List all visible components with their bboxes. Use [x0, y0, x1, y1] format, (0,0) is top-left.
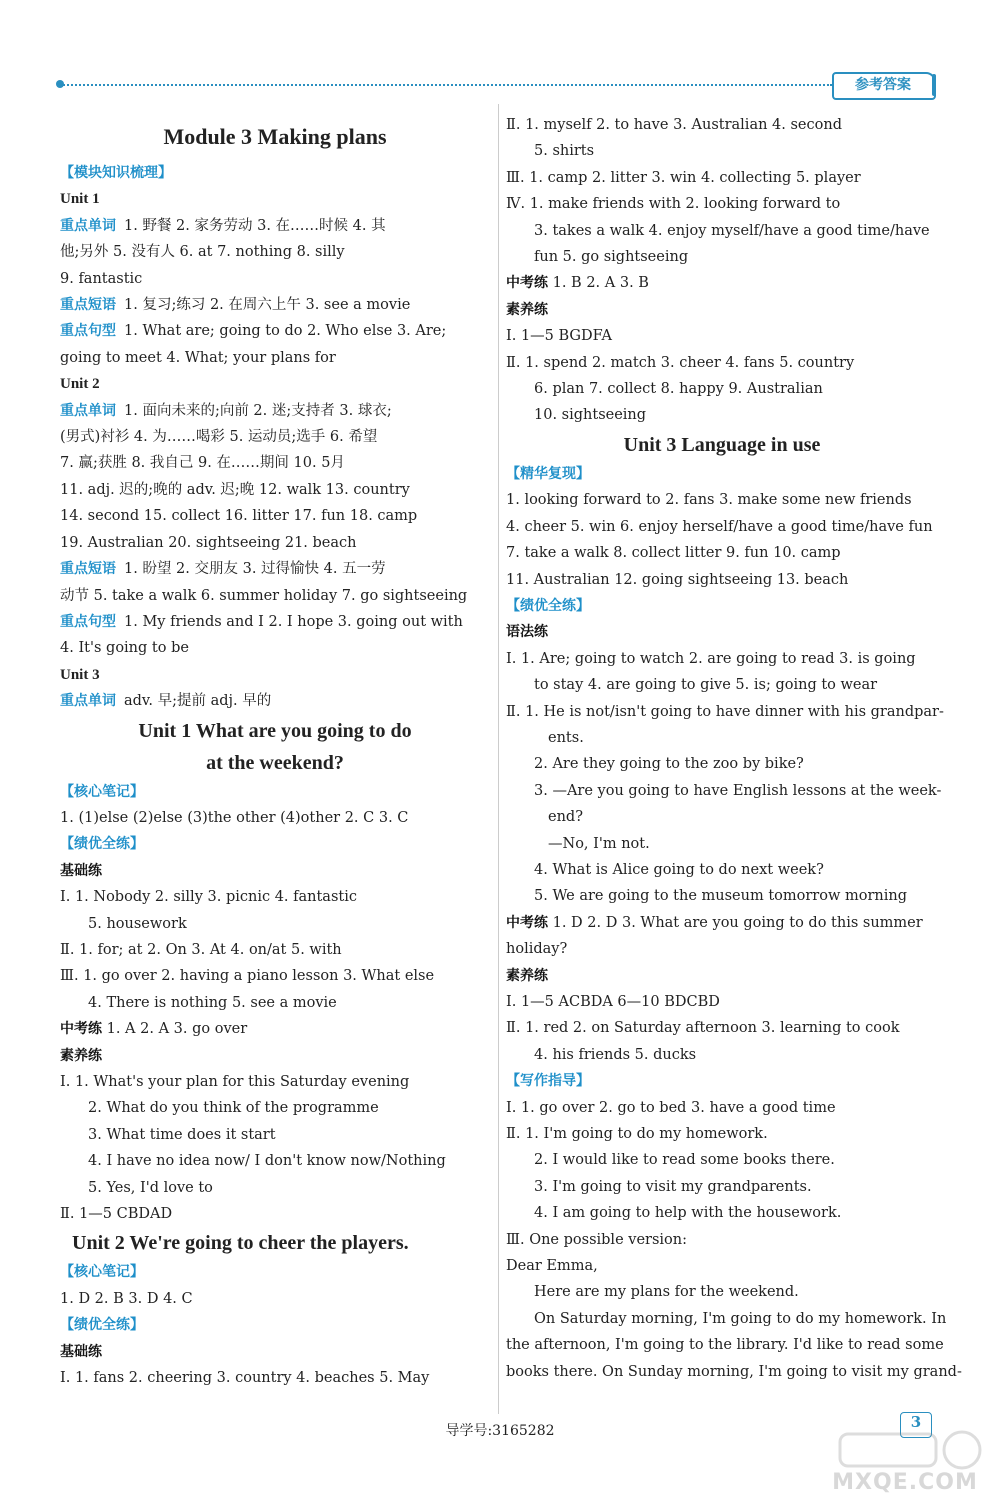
- sy2-b: Ⅱ. 1. spend 2. match 3. cheer 4. fans 5. country: [506, 354, 855, 371]
- u2-words-f: 19. Australian 20. sightseeing 21. beach: [60, 534, 357, 551]
- g2-g: 4. What is Alice going to do next week?: [534, 861, 824, 878]
- g2-c: 2. Are they going to the zoo by bike?: [534, 756, 804, 773]
- r1-b: 5. shirts: [534, 143, 595, 160]
- sy-label-u3: 素养练: [506, 967, 548, 984]
- unit2-title: Unit 2 We're going to cheer the players.: [72, 1232, 409, 1255]
- u2-words-e: 14. second 15. collect 16. litter 17. fun 18. camp: [60, 508, 418, 525]
- header-tag-stripe: [932, 74, 936, 96]
- header-tag: [832, 72, 940, 98]
- zk-label-u1: 中考练: [60, 1021, 102, 1038]
- unit3-title: Unit 3 Language in use: [623, 433, 821, 456]
- u1-core: 1. (1)else (2)else (3)the other (4)other 2. C 3. C: [60, 809, 409, 826]
- left-column: [60, 118, 490, 1391]
- w2-a: Ⅱ. 1. I'm going to do my homework.: [506, 1126, 768, 1143]
- w1: Ⅰ. 1. go over 2. go to bed 3. have a good time: [506, 1099, 836, 1116]
- zk-label-u2: 中考练: [506, 275, 548, 292]
- w3: Ⅲ. One possible version:: [506, 1231, 687, 1248]
- kw-sentences-u2: 重点句型: [60, 613, 116, 630]
- kw-phrases-u2: 重点短语: [60, 561, 116, 578]
- zk2: 1. B 2. A 3. B: [552, 275, 649, 292]
- sy1-e: 5. Yes, I'd love to: [88, 1179, 213, 1196]
- letter-p2-a: On Saturday morning, I'm going to do my homework. In: [534, 1310, 947, 1327]
- sy2-c: 6. plan 7. collect 8. happy 9. Australian: [534, 381, 823, 398]
- u1-words-b: 他;另外 5. 没有人 6. at 7. nothing 8. silly: [60, 244, 345, 261]
- unit1-title-a: Unit 1 What are you going to do: [138, 719, 412, 742]
- b1-a: Ⅰ. 1. Nobody 2. silly 3. picnic 4. fantastic: [60, 889, 357, 906]
- sy3-b: Ⅱ. 1. red 2. on Saturday afternoon 3. learning to cook: [506, 1020, 900, 1037]
- section-practice-u1: 【绩优全练】: [60, 836, 144, 853]
- right-column: [506, 112, 962, 1385]
- r2: Ⅲ. 1. camp 2. litter 3. win 4. collecting 5. player: [506, 169, 861, 186]
- zk-label-u3: 中考练: [506, 914, 548, 931]
- unit1-label: Unit 1: [60, 191, 100, 208]
- u1-sent-a: 1. What are; going to do 2. Who else 3. Are;: [124, 323, 447, 340]
- sy-label-u2: 素养练: [506, 301, 548, 318]
- u1-sent-b: going to meet 4. What; your plans for: [60, 349, 336, 366]
- section-practice-u3: 【绩优全练】: [506, 597, 590, 614]
- basic-label-u1: 基础练: [60, 862, 102, 879]
- u2-sent-b: 4. It's going to be: [60, 640, 189, 657]
- u2-sent-a: 1. My friends and I 2. I hope 3. going out with: [124, 613, 463, 630]
- kw-words-u1: 重点单词: [60, 217, 116, 234]
- kw-words-u3: 重点单词: [60, 693, 116, 710]
- g2-b: ents.: [548, 729, 584, 746]
- u2-words-b: (男式)衬衫 4. 为……喝彩 5. 运动员;选手 6. 希望: [60, 429, 378, 446]
- sy1-d: 4. I have no idea now/ I don't know now/Nothing: [88, 1153, 446, 1170]
- zk3-a: 1. D 2. D 3. What are you going to do this summer: [552, 914, 923, 931]
- grammar-label: 语法练: [506, 624, 548, 641]
- zk3-b: holiday?: [506, 941, 568, 958]
- letter-p2-c: books there. On Sunday morning, I'm going to visit my grand-: [506, 1363, 962, 1380]
- sy1-f: Ⅱ. 1—5 CBDAD: [60, 1206, 173, 1223]
- r3-a: Ⅳ. 1. make friends with 2. looking forward to: [506, 196, 841, 213]
- basic-label-u2: 基础练: [60, 1343, 102, 1360]
- u2-phrases-b: 动节 5. take a walk 6. summer holiday 7. go sightseeing: [60, 587, 468, 604]
- r3-c: fun 5. go sightseeing: [534, 249, 689, 266]
- g2-h: 5. We are going to the museum tomorrow morning: [534, 888, 907, 905]
- b2: Ⅱ. 1. for; at 2. On 3. At 4. on/at 5. with: [60, 941, 342, 958]
- letter-greeting: Dear Emma,: [506, 1258, 598, 1275]
- column-divider: [498, 104, 499, 1414]
- sy3-c: 4. his friends 5. ducks: [534, 1046, 697, 1063]
- unit2-label: Unit 2: [60, 376, 100, 393]
- b3-b: 4. There is nothing 5. see a movie: [88, 994, 337, 1011]
- section-core-u2: 【核心笔记】: [60, 1264, 144, 1281]
- g1-a: Ⅰ. 1. Are; going to watch 2. are going to read 3. is going: [506, 650, 916, 667]
- w2-d: 4. I am going to help with the housework.: [534, 1205, 842, 1222]
- sy3-a: Ⅰ. 1—5 ACBDA 6—10 BDCBD: [506, 994, 720, 1010]
- sy-label-u1: 素养练: [60, 1047, 102, 1064]
- u1-phrases: 1. 复习;练习 2. 在周六上午 3. see a movie: [124, 297, 411, 314]
- header-dotted-line: [60, 84, 832, 86]
- unit1-title-b: at the weekend?: [206, 751, 344, 774]
- sy2-d: 10. sightseeing: [534, 407, 647, 424]
- rv-d: 11. Australian 12. going sightseeing 13. beach: [506, 571, 849, 588]
- g2-d: 3. —Are you going to have English lessons at the week-: [534, 782, 942, 799]
- letter-p1: Here are my plans for the weekend.: [534, 1284, 799, 1301]
- r3-b: 3. takes a walk 4. enjoy myself/have a good time/have: [534, 222, 930, 239]
- kw-phrases-u1: 重点短语: [60, 297, 116, 314]
- u2-phrases-a: 1. 盼望 2. 交朋友 3. 过得愉快 4. 五一劳: [124, 561, 386, 578]
- zk1: 1. A 2. A 3. go over: [106, 1021, 248, 1038]
- rv-b: 4. cheer 5. win 6. enjoy herself/have a good time/have fun: [506, 518, 933, 535]
- letter-p2-b: the afternoon, I'm going to the library. I'd like to read some: [506, 1337, 944, 1354]
- u1-words-c: 9. fantastic: [60, 270, 143, 287]
- r1-a: Ⅱ. 1. myself 2. to have 3. Australian 4. second: [506, 117, 842, 133]
- u2-words-c: 7. 赢;获胜 8. 我自己 9. 在……期间 10. 5月: [60, 455, 345, 472]
- u2-b1: Ⅰ. 1. fans 2. cheering 3. country 4. beaches 5. May: [60, 1370, 430, 1387]
- footer-code: 导学号:3165282: [445, 1423, 555, 1439]
- section-review: 【精华复现】: [506, 465, 590, 482]
- u2-words-a: 1. 面向未来的;向前 2. 迷;支持者 3. 球衣;: [124, 402, 392, 419]
- g1-b: to stay 4. are going to give 5. is; going to wear: [534, 677, 878, 694]
- header-tag-text: 参考答案: [855, 77, 911, 93]
- section-knowledge: 【模块知识梳理】: [60, 165, 172, 181]
- w2-c: 3. I'm going to visit my grandparents.: [534, 1178, 812, 1195]
- b1-b: 5. housework: [88, 915, 187, 932]
- watermark-seal-icon: [820, 1428, 990, 1472]
- watermark-logo: [820, 1428, 990, 1496]
- sy1-a: Ⅰ. 1. What's your plan for this Saturday evening: [60, 1074, 410, 1090]
- watermark-text: MXQE.COM: [832, 1470, 978, 1495]
- section-writing: 【写作指导】: [506, 1073, 590, 1090]
- page-number: 3: [900, 1412, 932, 1438]
- u1-words-a: 1. 野餐 2. 家务劳动 3. 在……时候 4. 其: [124, 217, 386, 234]
- section-core-u1: 【核心笔记】: [60, 783, 144, 800]
- u2-words-d: 11. adj. 迟的;晚的 adv. 迟;晚 12. walk 13. country: [60, 481, 410, 498]
- u2-core: 1. D 2. B 3. D 4. C: [60, 1290, 193, 1307]
- b3-a: Ⅲ. 1. go over 2. having a piano lesson 3. What else: [60, 968, 435, 985]
- sy1-c: 3. What time does it start: [88, 1126, 276, 1143]
- w2-b: 2. I would like to read some books there.: [534, 1152, 835, 1169]
- g2-f: —No, I'm not.: [548, 835, 650, 852]
- rv-c: 7. take a walk 8. collect litter 9. fun 10. camp: [506, 545, 841, 562]
- u3-words: adv. 早;提前 adj. 早的: [124, 693, 272, 710]
- sy1-b: 2. What do you think of the programme: [88, 1100, 379, 1117]
- sy2-a: Ⅰ. 1—5 BGDFA: [506, 328, 612, 345]
- rv-a: 1. looking forward to 2. fans 3. make some new friends: [506, 492, 912, 509]
- unit3-label: Unit 3: [60, 666, 100, 683]
- section-practice-u2: 【绩优全练】: [60, 1317, 144, 1334]
- g2-a: Ⅱ. 1. He is not/isn't going to have dinner with his grandpar-: [506, 703, 944, 720]
- kw-sentences-u1: 重点句型: [60, 323, 116, 340]
- kw-words-u2: 重点单词: [60, 402, 116, 419]
- g2-e: end?: [548, 809, 583, 826]
- module-title: Module 3 Making plans: [163, 124, 387, 149]
